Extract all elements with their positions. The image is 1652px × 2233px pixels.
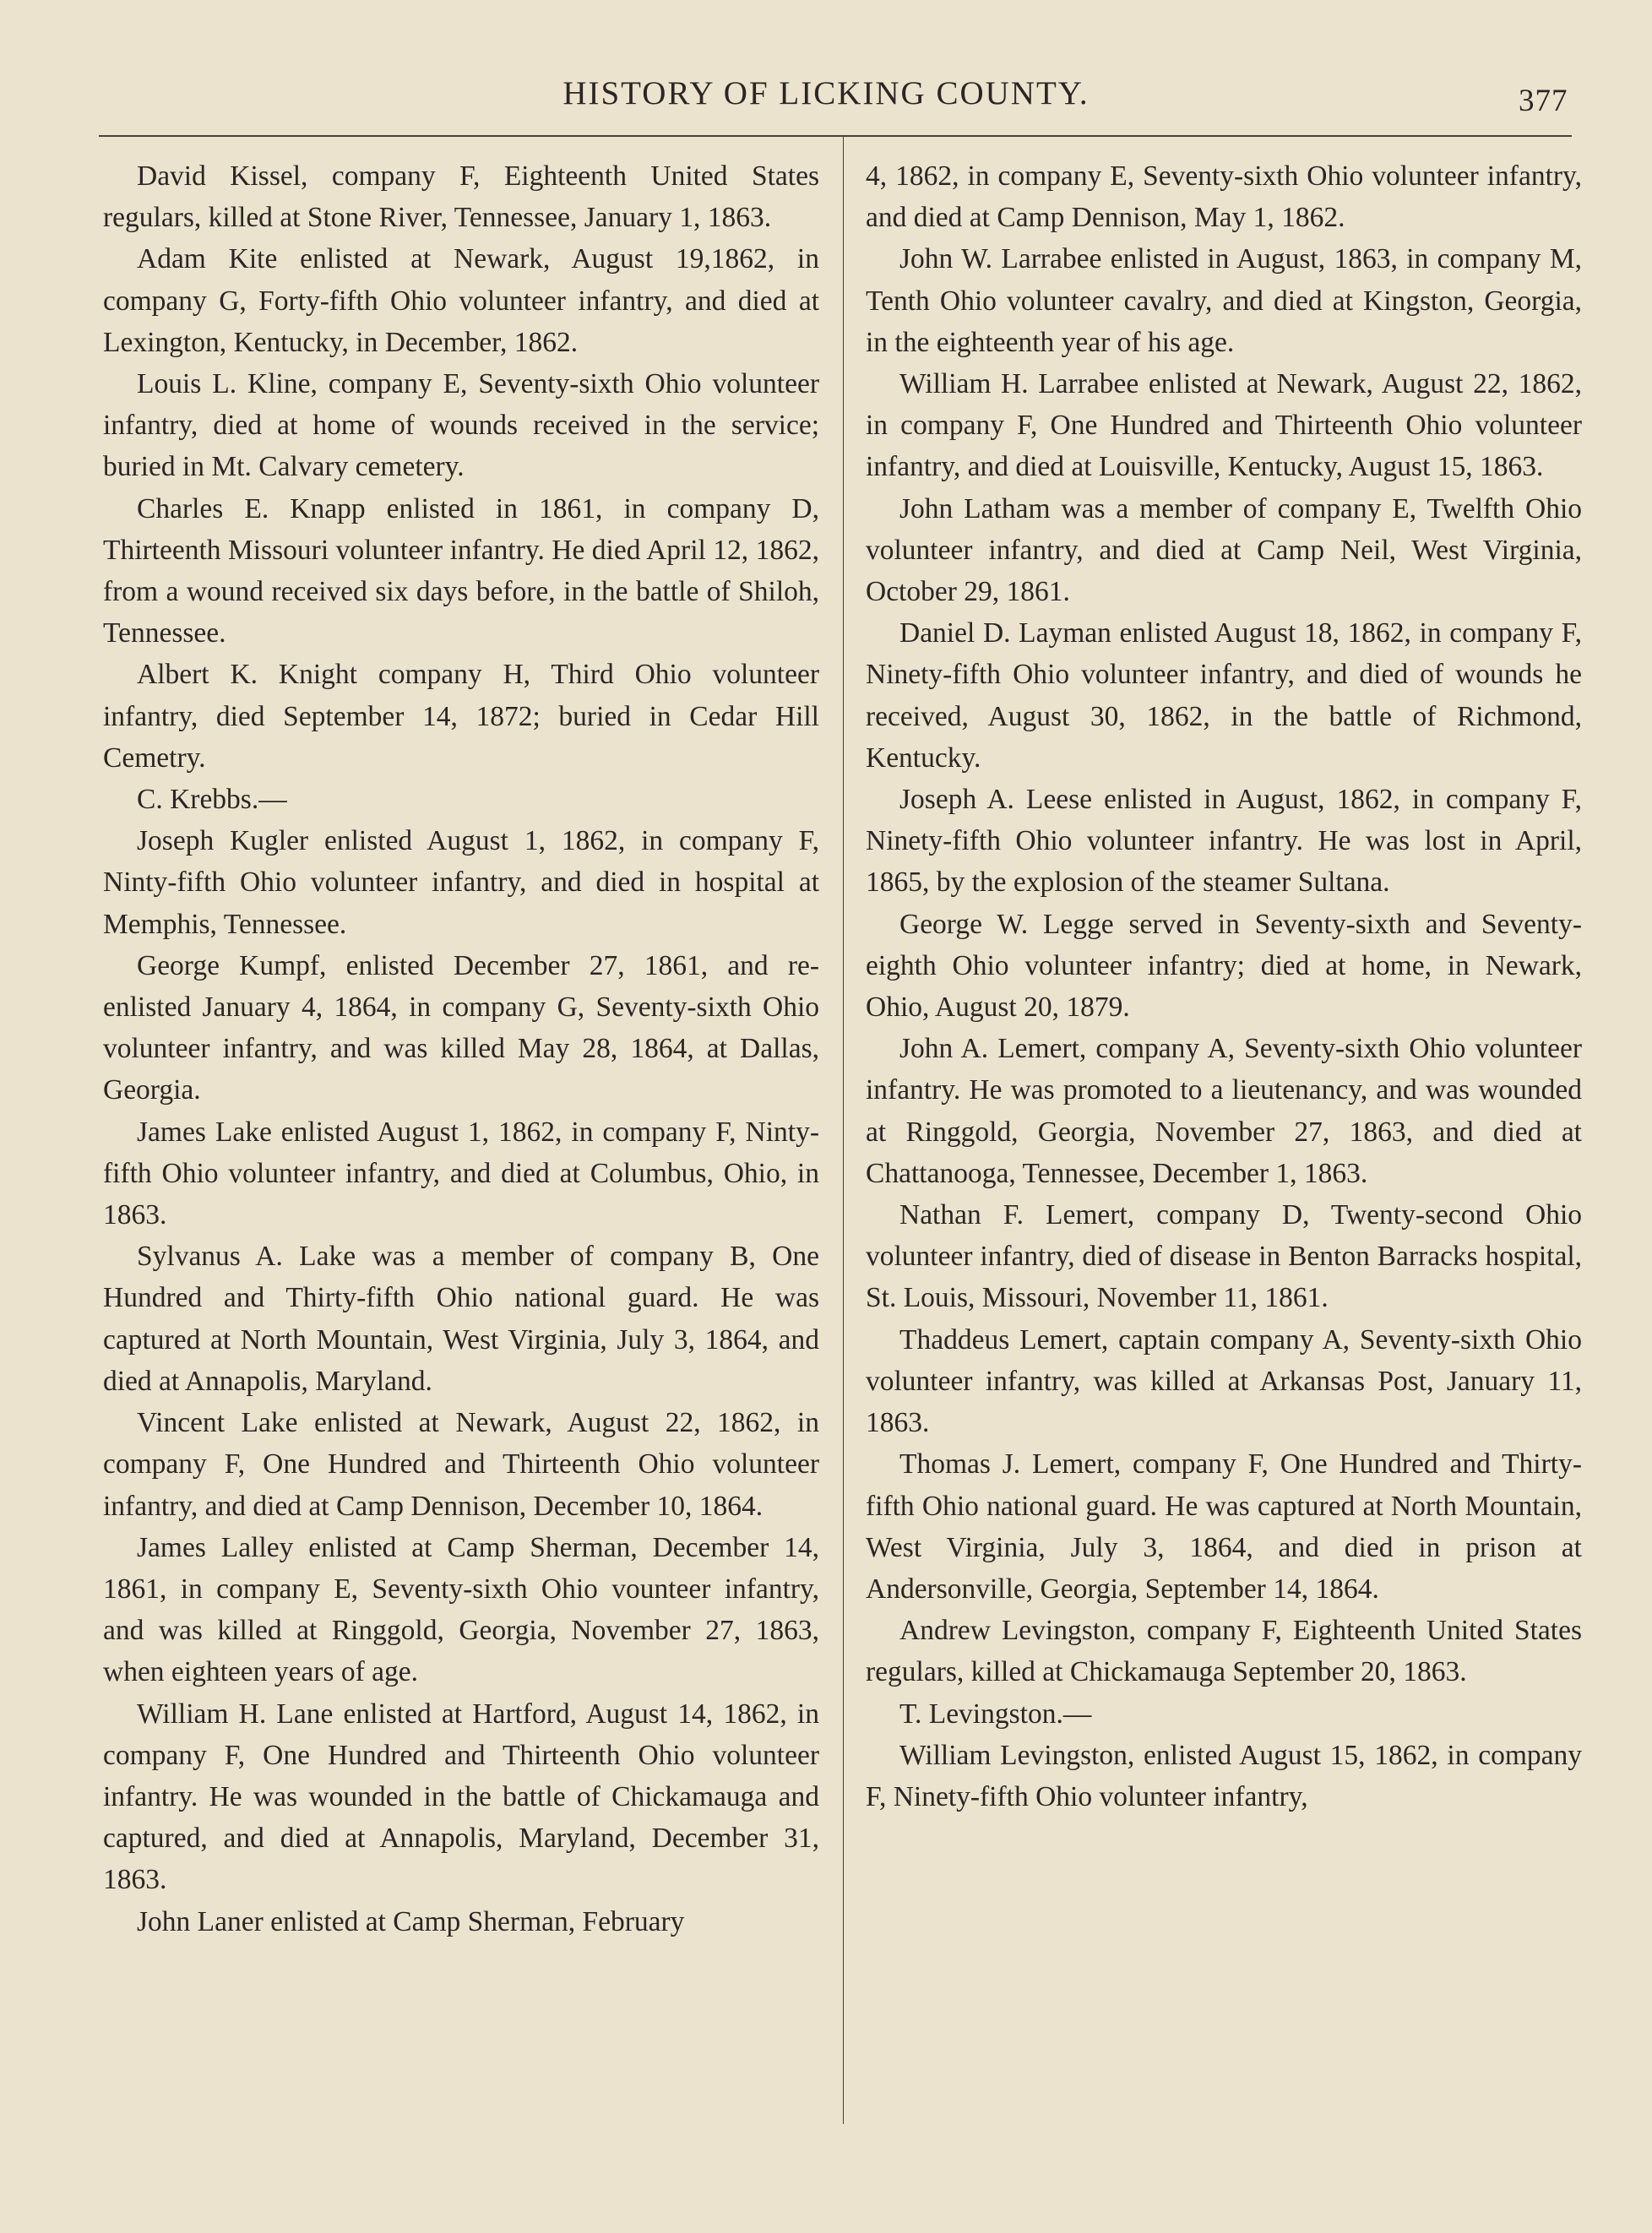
entry-paragraph: James Lake enlisted August 1, 1862, in company F, Ninty-fifth Ohio volunteer infantry, and died at Columbus, Ohio, in 1863. bbox=[103, 1116, 819, 1231]
entry-paragraph: William Levingston, enlisted August 15, 1862, in company F, Ninety-fifth Ohio volunteer infantry, bbox=[866, 1739, 1582, 1812]
entry-paragraph: John Latham was a member of company E, Twelfth Ohio volunteer infantry, and died at Camp Neil, West Virginia, October 29, 1861. bbox=[866, 492, 1582, 608]
continued-paragraph: 4, 1862, in company E, Seventy-sixth Ohio volunteer infantry, and died at Camp Dennison, May 1, 1862. bbox=[866, 160, 1582, 234]
left-column bbox=[103, 155, 819, 1942]
entry-paragraph: Daniel D. Layman enlisted August 18, 1862, in company F, Ninety-fifth Ohio volunteer infantry, and died of wounds he received, August 30, 1862, in the battle of Richmond, Kentucky. bbox=[866, 617, 1582, 774]
entry-paragraph: Sylvanus A. Lake was a member of company B, One Hundred and Thirty-fifth Ohio national guard. He was captured at North Mountain, West Virginia, July 3, 1864, and died at Annapolis, Maryland. bbox=[103, 1241, 819, 1397]
page-number: 377 bbox=[1519, 84, 1568, 118]
running-head: HISTORY OF LICKING COUNTY. bbox=[562, 75, 1090, 111]
entry-paragraph: Joseph A. Leese enlisted in August, 1862, in company F, Ninety-fifth Ohio volunteer infantry. He was lost in April, 1865, by the explosion of the steamer Sultana. bbox=[866, 784, 1582, 899]
right-column bbox=[866, 155, 1582, 1817]
entry-paragraph: Thomas J. Lemert, company F, One Hundred and Thirty-fifth Ohio national guard. He was captured at North Mountain, West Virginia, July 3, 1864, and died in prison at Andersonville, Georgia, September 14, 1864. bbox=[866, 1448, 1582, 1605]
entry-paragraph: Louis L. Kline, company E, Seventy-sixth Ohio volunteer infantry, died at home of wounds received in the service; buried in Mt. Calvary cemetery. bbox=[103, 368, 819, 483]
entry-paragraph: David Kissel, company F, Eighteenth United States regulars, killed at Stone River, Tennessee, January 1, 1863. bbox=[103, 160, 819, 234]
entry-paragraph: Nathan F. Lemert, company D, Twenty-second Ohio volunteer infantry, died of disease in Benton Barracks hospital, St. Louis, Missouri, November 11, 1861. bbox=[866, 1199, 1582, 1314]
entry-paragraph: Vincent Lake enlisted at Newark, August 22, 1862, in company F, One Hundred and Thirteenth Ohio volunteer infantry, and died at Camp Dennison, December 10, 1864. bbox=[103, 1407, 819, 1522]
entry-paragraph: William H. Larrabee enlisted at Newark, August 22, 1862, in company F, One Hundred and Thirteenth Ohio volunteer infantry, and died at Louisville, Kentucky, August 15, 1863. bbox=[866, 368, 1582, 483]
entry-paragraph: Adam Kite enlisted at Newark, August 19,1862, in company G, Forty-fifth Ohio volunteer infantry, and died at Lexington, Kentucky, in December, 1862. bbox=[103, 243, 819, 358]
entry-paragraph: Joseph Kugler enlisted August 1, 1862, in company F, Ninty-fifth Ohio volunteer infantry, and died in hospital at Memphis, Tennessee. bbox=[103, 825, 819, 940]
entry-paragraph: T. Levingston.— bbox=[899, 1698, 1092, 1730]
entry-paragraph: John W. Larrabee enlisted in August, 1863, in company M, Tenth Ohio volunteer cavalry, and died at Kingston, Georgia, in the eighteenth year of his age. bbox=[866, 243, 1582, 358]
header-rule bbox=[99, 135, 1572, 137]
entry-paragraph: George Kumpf, enlisted December 27, 1861, and re-enlisted January 4, 1864, in company G, Seventy-sixth Ohio volunteer infantry, and was killed May 28, 1864, at Dallas, Georgia. bbox=[103, 949, 819, 1106]
entry-paragraph: John A. Lemert, company A, Seventy-sixth Ohio volunteer infantry. He was promoted to a lieutenancy, and was wounded at Ringgold, Georgia, November 27, 1863, and died at Chattanooga, Tennessee, December 1, 1863. bbox=[866, 1033, 1582, 1189]
entry-paragraph: Thaddeus Lemert, captain company A, Seventy-sixth Ohio volunteer infantry, was killed at Arkansas Post, January 11, 1863. bbox=[866, 1323, 1582, 1439]
entry-paragraph: C. Krebbs.— bbox=[137, 784, 287, 816]
entry-paragraph: William H. Lane enlisted at Hartford, August 14, 1862, in company F, One Hundred and Thirteenth Ohio volunteer infantry. He was wounded in the battle of Chickamauga and captured, and died at Annapolis, Maryland, December 31, 1863. bbox=[103, 1698, 819, 1896]
entry-paragraph: James Lalley enlisted at Camp Sherman, December 14, 1861, in company E, Seventy-sixth Ohio vounteer infantry, and was killed at Ringgold, Georgia, November 27, 1863, when eighteen years of age. bbox=[103, 1531, 819, 1688]
entry-paragraph: Charles E. Knapp enlisted in 1861, in company D, Thirteenth Missouri volunteer infantry. He died April 12, 1862, from a wound received six days before, in the battle of Shiloh, Tennessee. bbox=[103, 492, 819, 649]
entry-paragraph: John Laner enlisted at Camp Sherman, February bbox=[137, 1905, 685, 1937]
entry-paragraph: Albert K. Knight company H, Third Ohio volunteer infantry, died September 14, 1872; buried in Cedar Hill Cemetry. bbox=[103, 659, 819, 774]
column-divider bbox=[843, 137, 844, 2124]
entry-paragraph: George W. Legge served in Seventy-sixth and Seventy-eighth Ohio volunteer infantry; died at home, in Newark, Ohio, August 20, 1879. bbox=[866, 908, 1582, 1024]
entry-paragraph: Andrew Levingston, company F, Eighteenth United States regulars, killed at Chickamauga September 20, 1863. bbox=[866, 1615, 1582, 1688]
